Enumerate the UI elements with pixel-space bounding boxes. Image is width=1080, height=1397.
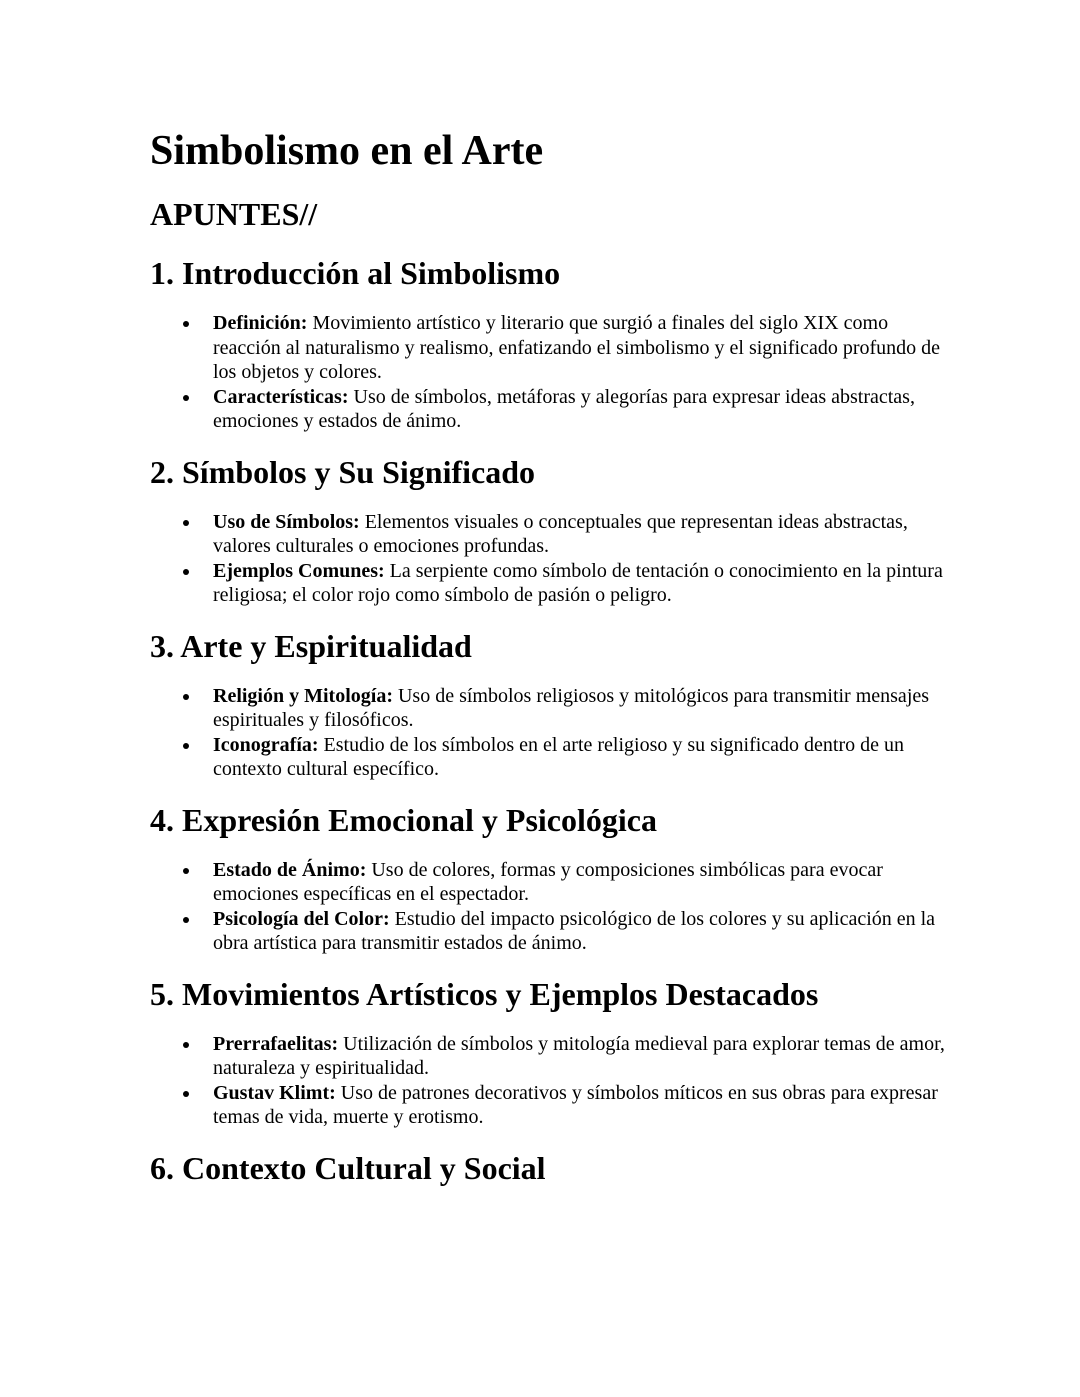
document-title: Simbolismo en el Arte [150,128,544,174]
item-term: Estado de Ánimo: [213,858,367,881]
item-text: Estudio de los símbolos en el arte religioso y su significado dentro de un contexto cultural específico. [213,733,905,780]
item-text: Movimiento artístico y literario que surgió a finales del siglo XIX como reacción al naturalismo y realismo, enfatizando el simbolismo y el significado profundo de los objetos y colores. [213,312,941,383]
item-term: Prerrafaelitas: [213,1032,339,1055]
list-item [213,385,950,434]
list-item [213,907,950,956]
item-term: Características: [213,385,349,408]
item-term: Psicología del Color: [213,907,390,930]
bullet-list [150,684,950,782]
section-espiritualidad [150,624,950,782]
list-item [213,559,950,608]
item-term: Religión y Mitología: [213,684,393,707]
section-simbolos [150,450,950,608]
section-heading: 1. Introducción al Simbolismo [150,255,561,291]
list-item [213,684,950,733]
item-text: Elementos visuales o conceptuales que representan ideas abstractas, valores culturales o emociones profundas. [213,510,908,557]
list-item [213,311,950,385]
bullet-list [150,311,950,434]
section-contexto [150,1146,950,1190]
item-term: Ejemplos Comunes: [213,559,385,582]
section-heading: 3. Arte y Espiritualidad [150,627,472,664]
document-content [150,122,950,1190]
list-item [213,1032,950,1081]
notes-subtitle: APUNTES// [150,196,318,232]
list-item [213,858,950,907]
list-item [213,733,950,782]
item-term: Uso de Símbolos: [213,510,360,533]
section-heading: 2. Símbolos y Su Significado [150,453,535,490]
section-heading: 5. Movimientos Artísticos y Ejemplos Destacados [150,975,819,1012]
item-term: Iconografía: [213,733,319,756]
bullet-list [150,858,950,956]
item-text: Uso de colores, formas y composiciones simbólicas para evocar emociones específicas en el espectador. [213,858,883,905]
item-text: Uso de patrones decorativos y símbolos míticos en sus obras para expresar temas de vida, muerte y erotismo. [213,1081,938,1128]
section-movimientos [150,972,950,1130]
list-item [213,510,950,559]
item-text: Estudio del impacto psicológico de los colores y su aplicación en la obra artística para transmitir estados de ánimo. [213,907,936,954]
section-introduccion [150,251,950,434]
item-text: Uso de símbolos religiosos y mitológicos para transmitir mensajes espirituales y filosóficos. [213,684,930,731]
section-heading: 6. Contexto Cultural y Social [150,1149,546,1186]
item-text: La serpiente como símbolo de tentación o conocimiento en la pintura religiosa; el color rojo como símbolo de pasión o peligro. [213,559,943,606]
item-text: Uso de símbolos, metáforas y alegorías para expresar ideas abstractas, emociones y estados de ánimo. [213,385,915,432]
item-term: Definición: [213,312,308,334]
bullet-list [150,510,950,608]
section-heading: 4. Expresión Emocional y Psicológica [150,801,657,838]
item-text: Utilización de símbolos y mitología medieval para explorar temas de amor, naturaleza y espiritualidad. [213,1032,945,1079]
item-term: Gustav Klimt: [213,1081,336,1104]
section-expresion [150,798,950,956]
bullet-list [150,1032,950,1130]
list-item [213,1081,950,1130]
